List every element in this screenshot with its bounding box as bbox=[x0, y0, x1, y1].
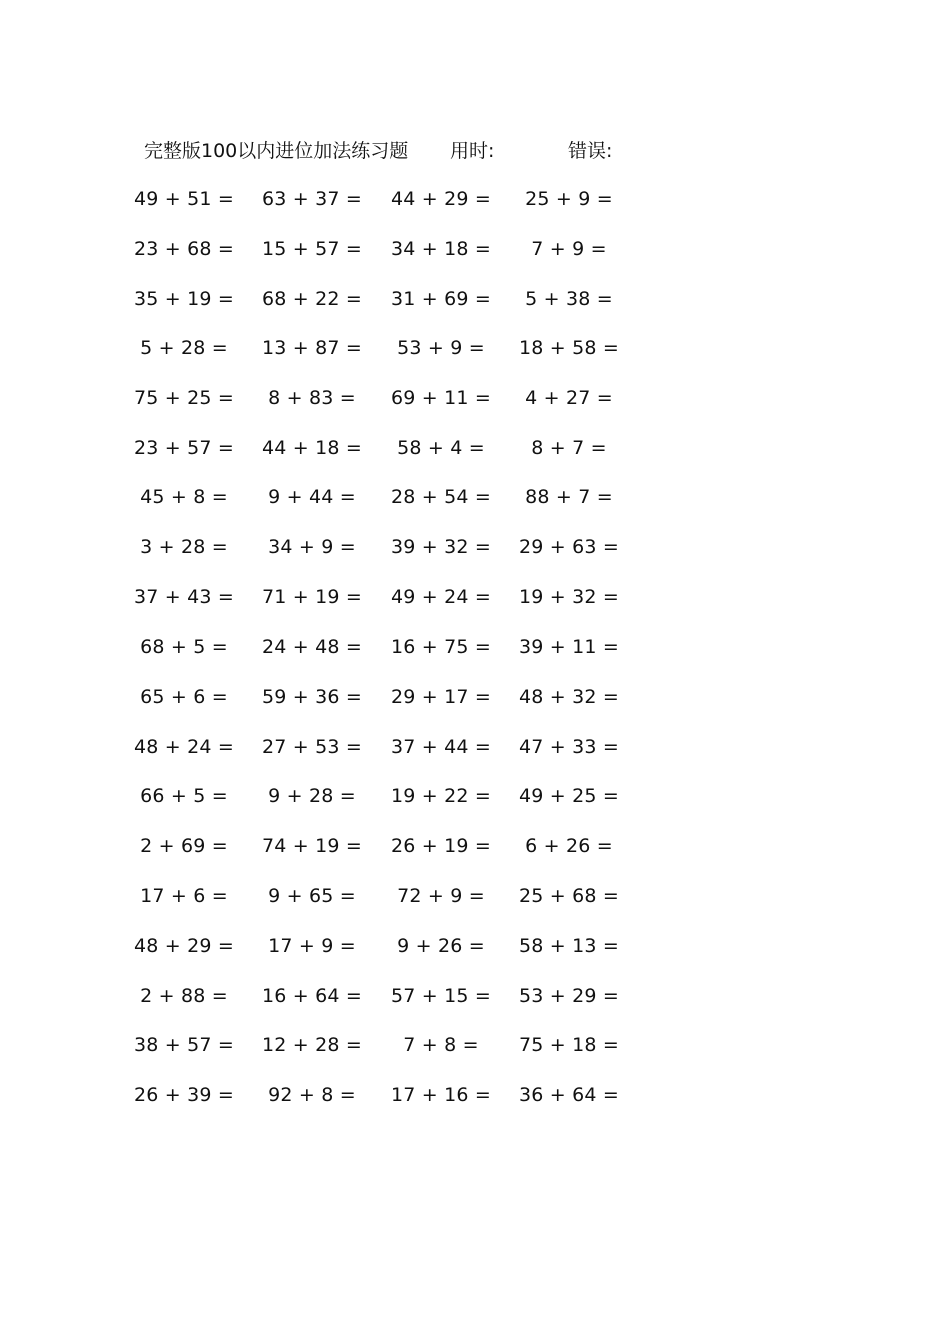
problem-item: 9 + 65 = bbox=[268, 885, 356, 907]
problem-item: 48 + 24 = bbox=[133, 736, 235, 758]
problem-item: 53 + 29 = bbox=[518, 985, 620, 1007]
problem-item: 23 + 68 = bbox=[133, 238, 235, 260]
problem-item: 58 + 13 = bbox=[518, 935, 620, 957]
problem-item: 49 + 51 = bbox=[133, 188, 235, 210]
problem-item: 7 + 9 = bbox=[531, 238, 607, 260]
problem-item: 57 + 15 = bbox=[390, 985, 492, 1007]
problem-row bbox=[0, 1030, 950, 1060]
problem-item: 12 + 28 = bbox=[261, 1034, 363, 1056]
problem-item: 9 + 26 = bbox=[397, 935, 485, 957]
problem-item: 9 + 44 = bbox=[268, 486, 356, 508]
problem-item: 25 + 68 = bbox=[518, 885, 620, 907]
problem-item: 74 + 19 = bbox=[261, 835, 363, 857]
problem-item: 16 + 75 = bbox=[390, 636, 492, 658]
problem-row bbox=[0, 781, 950, 811]
problem-item: 69 + 11 = bbox=[390, 387, 492, 409]
problem-item: 17 + 6 = bbox=[140, 885, 228, 907]
problem-item: 26 + 39 = bbox=[133, 1084, 235, 1106]
problem-item: 39 + 11 = bbox=[518, 636, 620, 658]
problem-item: 44 + 18 = bbox=[261, 437, 363, 459]
problem-item: 18 + 58 = bbox=[518, 337, 620, 359]
problem-item: 47 + 33 = bbox=[518, 736, 620, 758]
problem-item: 34 + 9 = bbox=[268, 536, 356, 558]
problem-item: 6 + 26 = bbox=[525, 835, 613, 857]
problem-item: 71 + 19 = bbox=[261, 586, 363, 608]
problem-row bbox=[0, 582, 950, 612]
problem-item: 23 + 57 = bbox=[133, 437, 235, 459]
problem-item: 36 + 64 = bbox=[518, 1084, 620, 1106]
problem-item: 24 + 48 = bbox=[261, 636, 363, 658]
problem-item: 44 + 29 = bbox=[390, 188, 492, 210]
problem-item: 75 + 18 = bbox=[518, 1034, 620, 1056]
problem-item: 19 + 32 = bbox=[518, 586, 620, 608]
problem-item: 37 + 44 = bbox=[390, 736, 492, 758]
problem-item: 5 + 28 = bbox=[140, 337, 228, 359]
problem-item: 25 + 9 = bbox=[525, 188, 613, 210]
problem-row bbox=[0, 532, 950, 562]
problem-item: 29 + 63 = bbox=[518, 536, 620, 558]
problem-row bbox=[0, 981, 950, 1011]
problem-item: 92 + 8 = bbox=[268, 1084, 356, 1106]
problem-item: 75 + 25 = bbox=[133, 387, 235, 409]
problem-item: 8 + 83 = bbox=[268, 387, 356, 409]
errors-label: 错误: bbox=[568, 140, 613, 162]
problem-row bbox=[0, 732, 950, 762]
problem-row bbox=[0, 1080, 950, 1110]
problem-item: 66 + 5 = bbox=[140, 785, 228, 807]
problem-item: 17 + 9 = bbox=[268, 935, 356, 957]
problem-item: 3 + 28 = bbox=[140, 536, 228, 558]
problem-item: 15 + 57 = bbox=[261, 238, 363, 260]
problem-item: 53 + 9 = bbox=[397, 337, 485, 359]
problem-row bbox=[0, 383, 950, 413]
problem-row bbox=[0, 831, 950, 861]
problem-item: 39 + 32 = bbox=[390, 536, 492, 558]
problem-item: 26 + 19 = bbox=[390, 835, 492, 857]
problem-item: 88 + 7 = bbox=[525, 486, 613, 508]
problem-item: 8 + 7 = bbox=[531, 437, 607, 459]
worksheet-title: 完整版100以内进位加法练习题 bbox=[144, 140, 409, 162]
problem-row bbox=[0, 931, 950, 961]
problem-item: 2 + 88 = bbox=[140, 985, 228, 1007]
problem-row bbox=[0, 632, 950, 662]
problem-row bbox=[0, 234, 950, 264]
problem-item: 68 + 22 = bbox=[261, 288, 363, 310]
problem-item: 19 + 22 = bbox=[390, 785, 492, 807]
problem-row bbox=[0, 682, 950, 712]
problem-item: 45 + 8 = bbox=[140, 486, 228, 508]
problem-item: 29 + 17 = bbox=[390, 686, 492, 708]
problem-item: 49 + 25 = bbox=[518, 785, 620, 807]
problem-item: 34 + 18 = bbox=[390, 238, 492, 260]
time-used-label: 用时: bbox=[450, 140, 495, 162]
problem-item: 63 + 37 = bbox=[261, 188, 363, 210]
problem-item: 17 + 16 = bbox=[390, 1084, 492, 1106]
problem-item: 9 + 28 = bbox=[268, 785, 356, 807]
problem-row bbox=[0, 881, 950, 911]
problem-item: 59 + 36 = bbox=[261, 686, 363, 708]
problem-item: 37 + 43 = bbox=[133, 586, 235, 608]
problem-item: 48 + 29 = bbox=[133, 935, 235, 957]
problem-item: 31 + 69 = bbox=[390, 288, 492, 310]
problem-row bbox=[0, 433, 950, 463]
problem-item: 72 + 9 = bbox=[397, 885, 485, 907]
problem-item: 13 + 87 = bbox=[261, 337, 363, 359]
problem-item: 7 + 8 = bbox=[403, 1034, 479, 1056]
problem-item: 27 + 53 = bbox=[261, 736, 363, 758]
problem-item: 68 + 5 = bbox=[140, 636, 228, 658]
problem-item: 2 + 69 = bbox=[140, 835, 228, 857]
problem-item: 49 + 24 = bbox=[390, 586, 492, 608]
problem-row bbox=[0, 333, 950, 363]
problem-item: 65 + 6 = bbox=[140, 686, 228, 708]
problem-item: 58 + 4 = bbox=[397, 437, 485, 459]
problem-item: 5 + 38 = bbox=[525, 288, 613, 310]
problem-item: 48 + 32 = bbox=[518, 686, 620, 708]
problem-item: 16 + 64 = bbox=[261, 985, 363, 1007]
problem-item: 28 + 54 = bbox=[390, 486, 492, 508]
problem-row bbox=[0, 482, 950, 512]
problem-item: 35 + 19 = bbox=[133, 288, 235, 310]
problem-item: 4 + 27 = bbox=[525, 387, 613, 409]
problem-item: 38 + 57 = bbox=[133, 1034, 235, 1056]
problem-row bbox=[0, 184, 950, 214]
problem-row bbox=[0, 284, 950, 314]
